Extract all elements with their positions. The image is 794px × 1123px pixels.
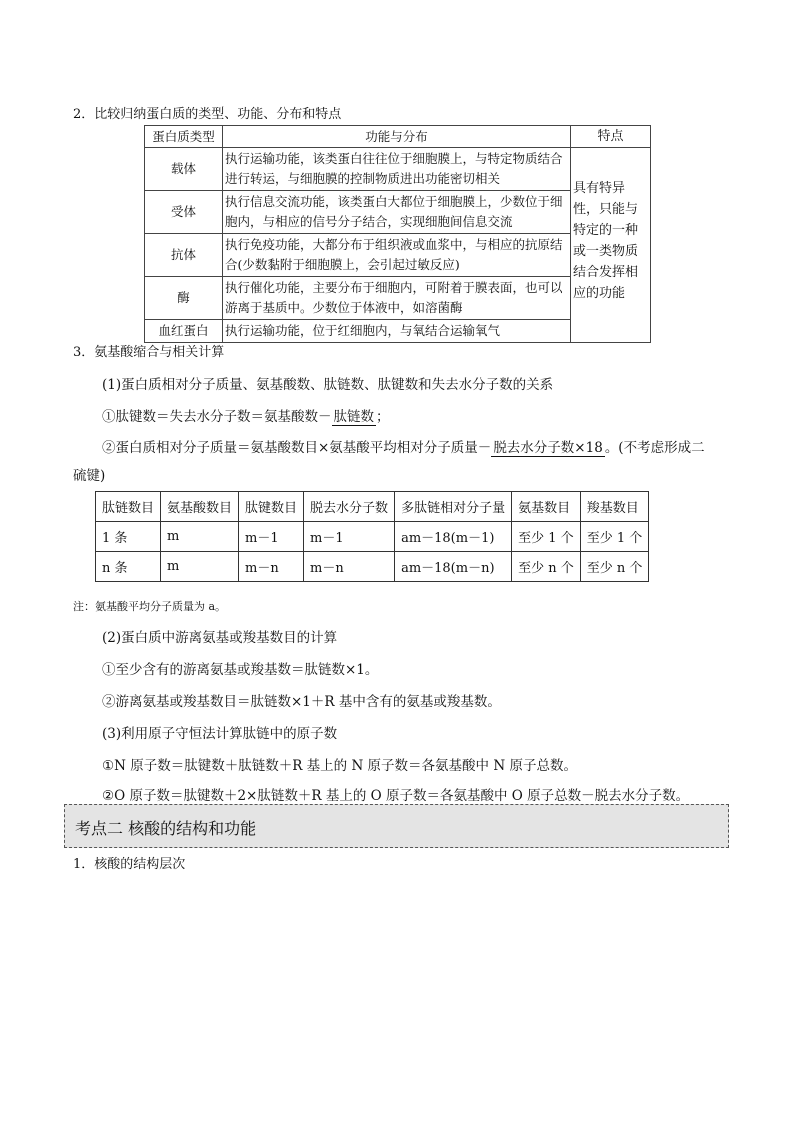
header-type: 蛋白质类型 [145,126,223,148]
desc-receptor: 执行信息交流功能，该类蛋白大都位于细胞膜上，少数位于细胞内，与相应的信号分子结合，实现细胞间信息交流 [223,191,571,234]
cell: 至少 1 个 [580,522,649,552]
section-header-title: 考点二 核酸的结构和功能 [75,819,257,838]
formula-2-text: ②蛋白质相对分子质量＝氨基酸数目×氨基酸平均相对分子质量－ [102,440,492,456]
feature-cell: 具有特异性，只能与特定的一种或一类物质结合发挥相应的功能 [571,148,651,343]
header-feature: 特点 [571,126,651,148]
paragraph-3a: ①N 原子数＝肽键数＋肽链数＋R 基上的 N 原子数＝各氨基酸中 N 原子总数。 [102,758,577,774]
table-row [96,552,649,582]
paragraph-1: (1)蛋白质相对分子质量、氨基酸数、肽链数、肽键数和失去水分子数的关系 [102,377,554,393]
paragraph-3b: ②O 原子数＝肽键数＋2×肽链数＋R 基上的 O 原子数＝各氨基酸中 O 原子总数－脱去水分子数。 [102,788,690,804]
formula-2-end: 。(不考虑形成二 [604,440,705,456]
section-header-box [64,804,729,848]
formula-2 [102,436,705,456]
paragraph-3: (3)利用原子守恒法计算肽链中的原子数 [102,726,338,742]
cell: 至少 n 个 [512,552,581,582]
cell: n 条 [96,552,161,582]
type-antibody: 抗体 [145,234,223,277]
cell: m－n [304,552,395,582]
type-hemoglobin: 血红蛋白 [145,320,223,343]
header-function: 功能与分布 [223,126,571,148]
cell: am－18(m－1) [395,522,512,552]
t2-header-amino: 氨基酸数目 [161,492,239,522]
formula-2-continued: 硫键) [73,468,106,484]
formula-1 [102,405,390,425]
formula-1-end: ； [376,409,390,425]
type-enzyme: 酶 [145,277,223,320]
desc-carrier: 执行运输功能，该类蛋白往往位于细胞膜上，与特定物质结合进行转运，与细胞膜的控制物质进出功能密切相关 [223,148,571,191]
section-2-title: 2．比较归纳蛋白质的类型、功能、分布和特点 [73,107,342,122]
cell: m [161,552,239,582]
table-note: 注：氨基酸平均分子质量为 a。 [73,600,227,613]
section-1-title: 1．核酸的结构层次 [73,857,186,872]
desc-hemoglobin: 执行运输功能，位于红细胞内，与氧结合运输氧气 [223,320,571,343]
paragraph-2: (2)蛋白质中游离氨基或羧基数目的计算 [102,630,338,646]
t2-header-water: 脱去水分子数 [304,492,395,522]
cell: m [161,522,239,552]
cell: m－1 [239,522,304,552]
desc-antibody: 执行免疫功能，大都分布于组织液或血浆中，与相应的抗原结合(少数黏附于细胞膜上，会引起过敏反应) [223,234,571,277]
t2-header-chains: 肽链数目 [96,492,161,522]
cell: m－n [239,552,304,582]
cell: 1 条 [96,522,161,552]
protein-types-table [144,125,651,343]
cell: m－1 [304,522,395,552]
paragraph-2b: ②游离氨基或羧基数目＝肽链数×1＋R 基中含有的氨基或羧基数。 [102,694,501,710]
table-row [96,522,649,552]
peptide-calc-table [95,491,649,582]
t2-header-amino-groups: 氨基数目 [512,492,581,522]
cell: 至少 1 个 [512,522,581,552]
formula-2-blank: 脱去水分子数×18 [493,440,603,456]
paragraph-2a: ①至少含有的游离氨基或羧基数＝肽链数×1。 [102,662,379,678]
type-carrier: 载体 [145,148,223,191]
cell: 至少 n 个 [580,552,649,582]
t2-header-weight: 多肽链相对分子量 [395,492,512,522]
formula-1-blank: 肽链数 [333,409,374,425]
cell: am－18(m－n) [395,552,512,582]
desc-enzyme: 执行催化功能，主要分布于细胞内，可附着于膜表面，也可以游离于基质中。少数位于体液中，如溶菌酶 [223,277,571,320]
t2-header-carboxyl: 羧基数目 [580,492,649,522]
formula-1-text: ①肽键数＝失去水分子数＝氨基酸数－ [102,409,332,425]
section-3-title: 3．氨基酸缩合与相关计算 [73,345,225,360]
type-receptor: 受体 [145,191,223,234]
t2-header-bonds: 肽键数目 [239,492,304,522]
